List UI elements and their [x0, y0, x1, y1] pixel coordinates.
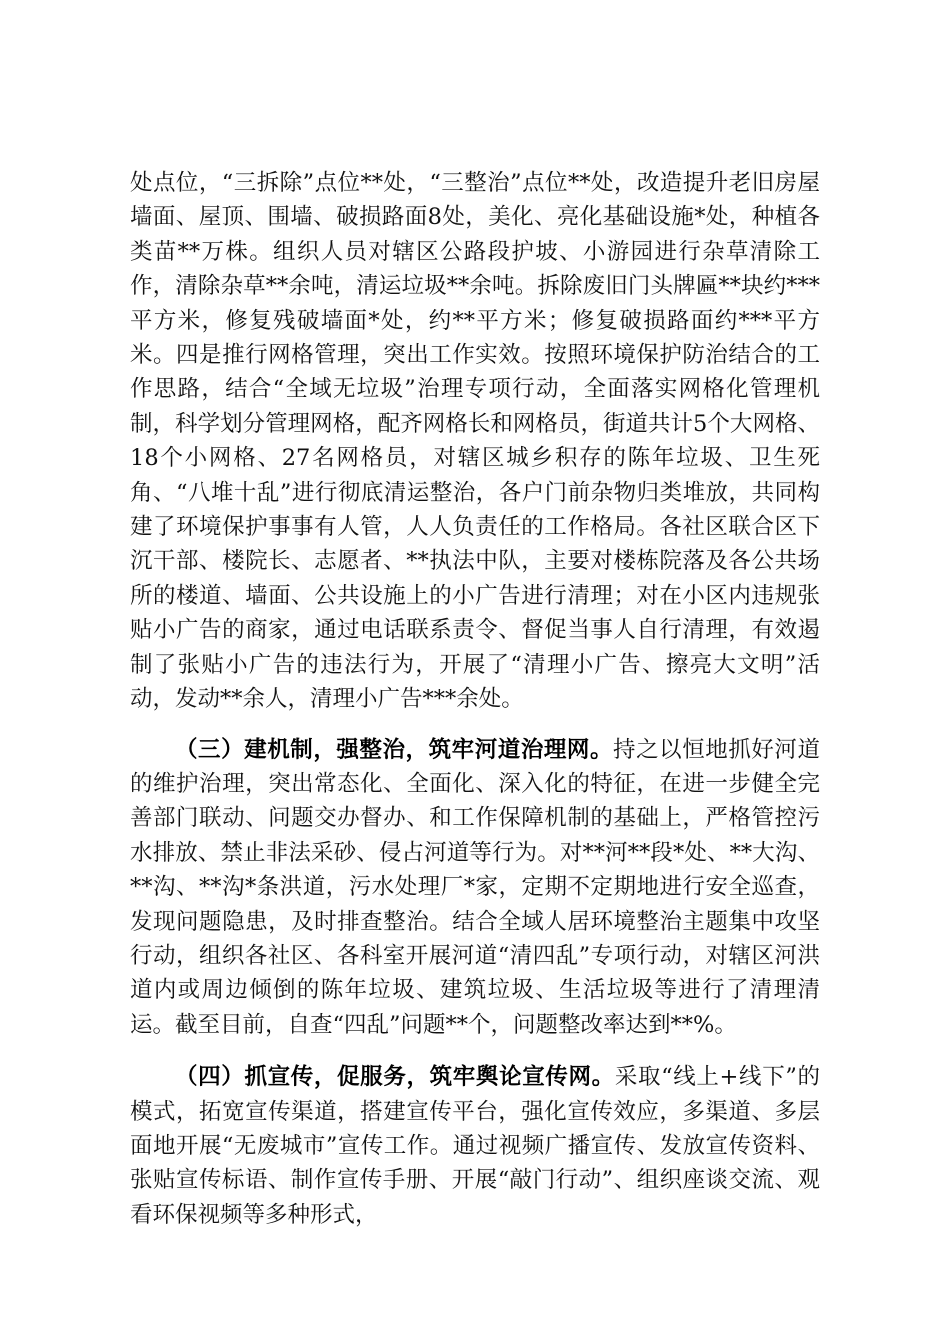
paragraph-text: 处点位，“三拆除”点位**处，“三整治”点位**处，改造提升老旧房屋墙面、屋顶、围墙、破损路面8处，美化、亮化基础设施*处，种植各类苗**万株。组织人员对辖区公路段护坡、小游园进行杂草清除工作，清除杂草**余吨，清运垃圾**余吨。拆除废旧门头牌匾**块约***平方米，修复残破墙面*处，约**平方米；修复破损路面约***平方米。四是推行网格管理，突出工作实效。按照环境保护防治结合的工作思路，结合“全域无垃圾”治理专项行动，全面落实网格化管理机制，科学划分管理网格，配齐网格长和网格员，街道共计5个大网格、18个小网格、27名网格员，对辖区城乡积存的陈年垃圾、卫生死角、“八堆十乱”进行彻底清运整治，各户门前杂物归类堆放，共同构建了环境保护事事有人管，人人负责任的工作格局。各社区联合区下沉干部、楼院长、志愿者、**执法中队，主要对楼栋院落及各公共场所的楼道、墙面、公共设施上的小广告进行清理；对在小区内违规张贴小广告的商家，通过电话联系责令、督促当事人自行清理，有效遏制了张贴小广告的违法行为，开展了“清理小广告、擦亮大文明”活动，发动**余人，清理小广告***余处。 [130, 170, 820, 713]
paragraph-river-governance [130, 733, 820, 1043]
section-heading-four: （四）抓宣传，促服务，筑牢舆论宣传网。 [175, 1064, 615, 1091]
paragraph-publicity [130, 1060, 820, 1232]
section-heading-three: （三）建机制，强整治，筑牢河道治理网。 [175, 736, 614, 763]
paragraph-text: 采取“线上+线下”的模式，拓宽宣传渠道，搭建宣传平台，强化宣传效应，多渠道、多层面地开展“无废城市”宣传工作。通过视频广播宣传、发放宣传资料、张贴宣传标语、制作宣传手册、开展“敲门行动”、组织座谈交流、观看环保视频等多种形式， [130, 1064, 820, 1228]
document-body [130, 166, 820, 1232]
paragraph-environment-remediation [130, 166, 820, 717]
paragraph-text: 持之以恒地抓好河道的维护治理，突出常态化、全面化、深入化的特征，在进一步健全完善部门联动、问题交办督办、和工作保障机制的基础上，严格管控污水排放、禁止非法采砂、侵占河道等行为。对**河**段*处、**大沟、**沟、**沟*条洪道，污水处理厂*家，定期不定期地进行安全巡查，发现问题隐患，及时排查整治。结合全域人居环境整治主题集中攻坚行动，组织各社区、各科室开展河道“清四乱”专项行动，对辖区河洪道内或周边倾倒的陈年垃圾、建筑垃圾、生活垃圾等进行了清理清运。截至目前，自查“四乱”问题**个，问题整改率达到**%。 [130, 736, 820, 1038]
